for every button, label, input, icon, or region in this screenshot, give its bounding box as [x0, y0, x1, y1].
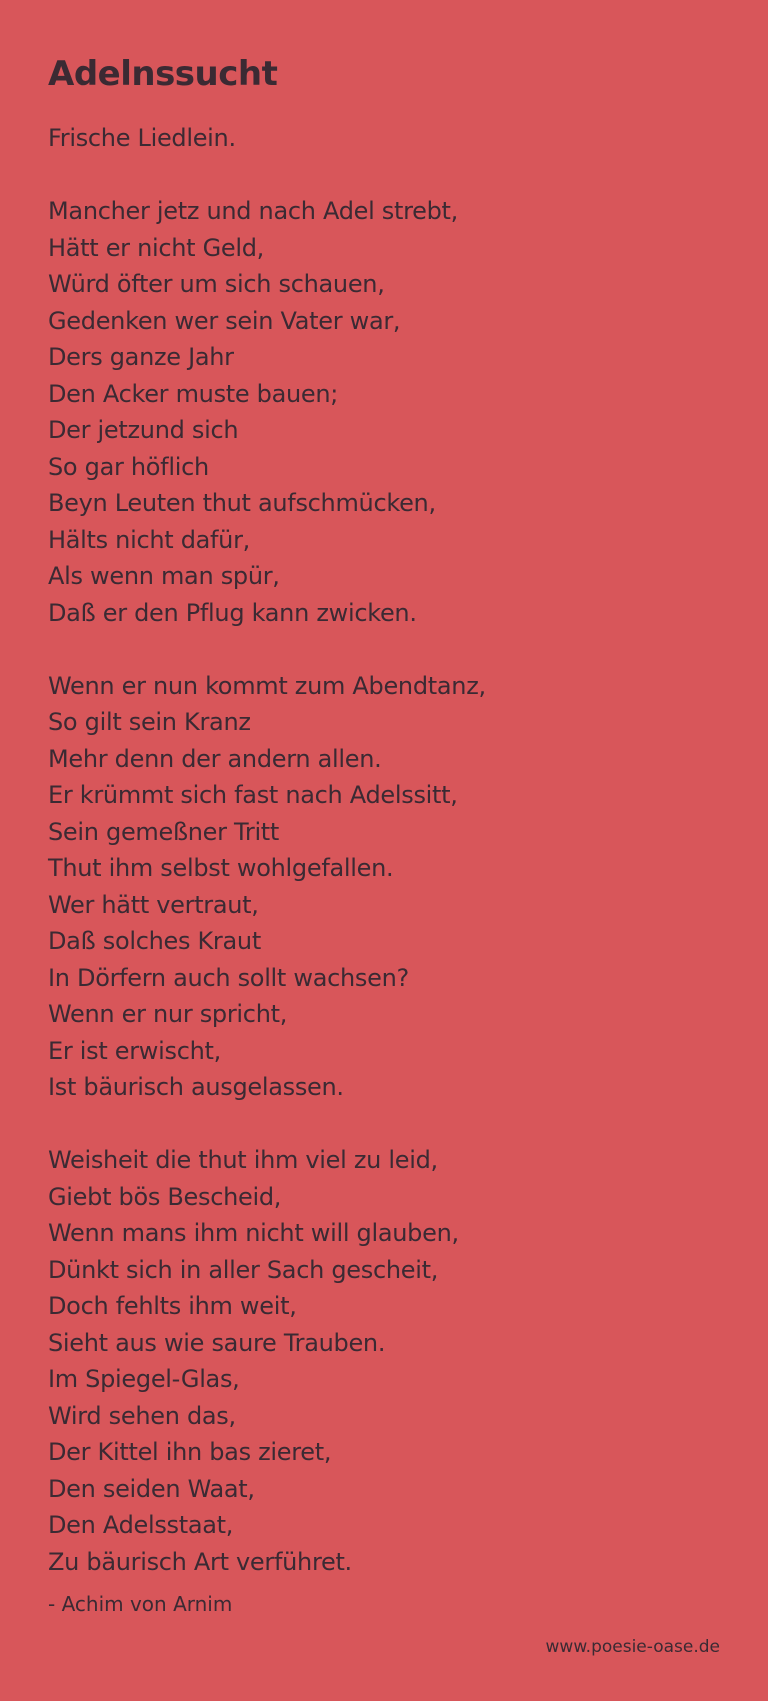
poem-line: Frische Liedlein.	[48, 124, 236, 152]
poem-line: In Dörfern auch sollt wachsen?	[48, 963, 409, 992]
poem-line: Daß solches Kraut	[48, 927, 261, 955]
poem-title: Adelnssucht	[48, 54, 278, 94]
stanza-4	[48, 1142, 728, 1580]
poem-line: Den seiden Waat,	[48, 1474, 255, 1503]
poem-line: Wird sehen das,	[48, 1401, 236, 1430]
poem-line: Zu bäurisch Art verführet.	[48, 1547, 352, 1576]
website-url: www.poesie-oase.de	[545, 1637, 720, 1657]
poem-body	[48, 120, 728, 1617]
stanza-3	[48, 668, 728, 1106]
poem-line: Wenn mans ihm nicht will glauben,	[48, 1219, 459, 1247]
poem-line: Er krümmt sich fast nach Adelssitt,	[48, 781, 458, 809]
poem-line: Thut ihm selbst wohlgefallen.	[48, 854, 394, 882]
poem-line: Giebt bös Bescheid,	[48, 1182, 282, 1211]
poem-line: Daß er den Pflug kann zwicken.	[48, 598, 417, 627]
poem-line: Im Spiegel-Glas,	[48, 1365, 240, 1393]
poem-line: Beyn Leuten thut aufschmücken,	[48, 489, 436, 517]
poem-line: Den Adelsstaat,	[48, 1511, 234, 1539]
poem-line: Den Acker muste bauen;	[48, 379, 339, 408]
stanza-1	[48, 120, 728, 157]
poem-line: Mancher jetz und nach Adel strebt,	[48, 197, 458, 225]
poem-line: So gilt sein Kranz	[48, 708, 251, 736]
poem-line: Mehr denn der andern allen.	[48, 744, 382, 773]
author-attribution: - Achim von Arnim	[48, 1592, 233, 1616]
poem-line: Dünkt sich in aller Sach gescheit,	[48, 1255, 439, 1284]
stanza-2	[48, 193, 728, 631]
poem-line: Der jetzund sich	[48, 416, 239, 444]
poem-line: Hätt er nicht Geld,	[48, 233, 264, 262]
poem-line: Sein gemeßner Tritt	[48, 817, 280, 846]
poem-line: Er ist erwischt,	[48, 1036, 221, 1065]
poem-line: So gar höflich	[48, 452, 209, 481]
poem-line: Doch fehlts ihm weit,	[48, 1292, 297, 1320]
poem-line: Als wenn man spür,	[48, 562, 280, 590]
poem-line: Weisheit die thut ihm viel zu leid,	[48, 1146, 438, 1174]
poem-line: Wenn er nur spricht,	[48, 1000, 288, 1028]
poem-line: Wer hätt vertraut,	[48, 890, 259, 919]
poem-line: Würd öfter um sich schauen,	[48, 270, 385, 298]
poem-line: Ders ganze Jahr	[48, 343, 234, 371]
poem-line: Wenn er nun kommt zum Abendtanz,	[48, 671, 486, 700]
poem-line: Ist bäurisch ausgelassen.	[48, 1073, 344, 1101]
poem-line: Hälts nicht dafür,	[48, 525, 250, 554]
poem-line: Sieht aus wie saure Trauben.	[48, 1328, 386, 1357]
poem-line: Gedenken wer sein Vater war,	[48, 306, 401, 335]
poem-line: Der Kittel ihn bas zieret,	[48, 1438, 332, 1466]
